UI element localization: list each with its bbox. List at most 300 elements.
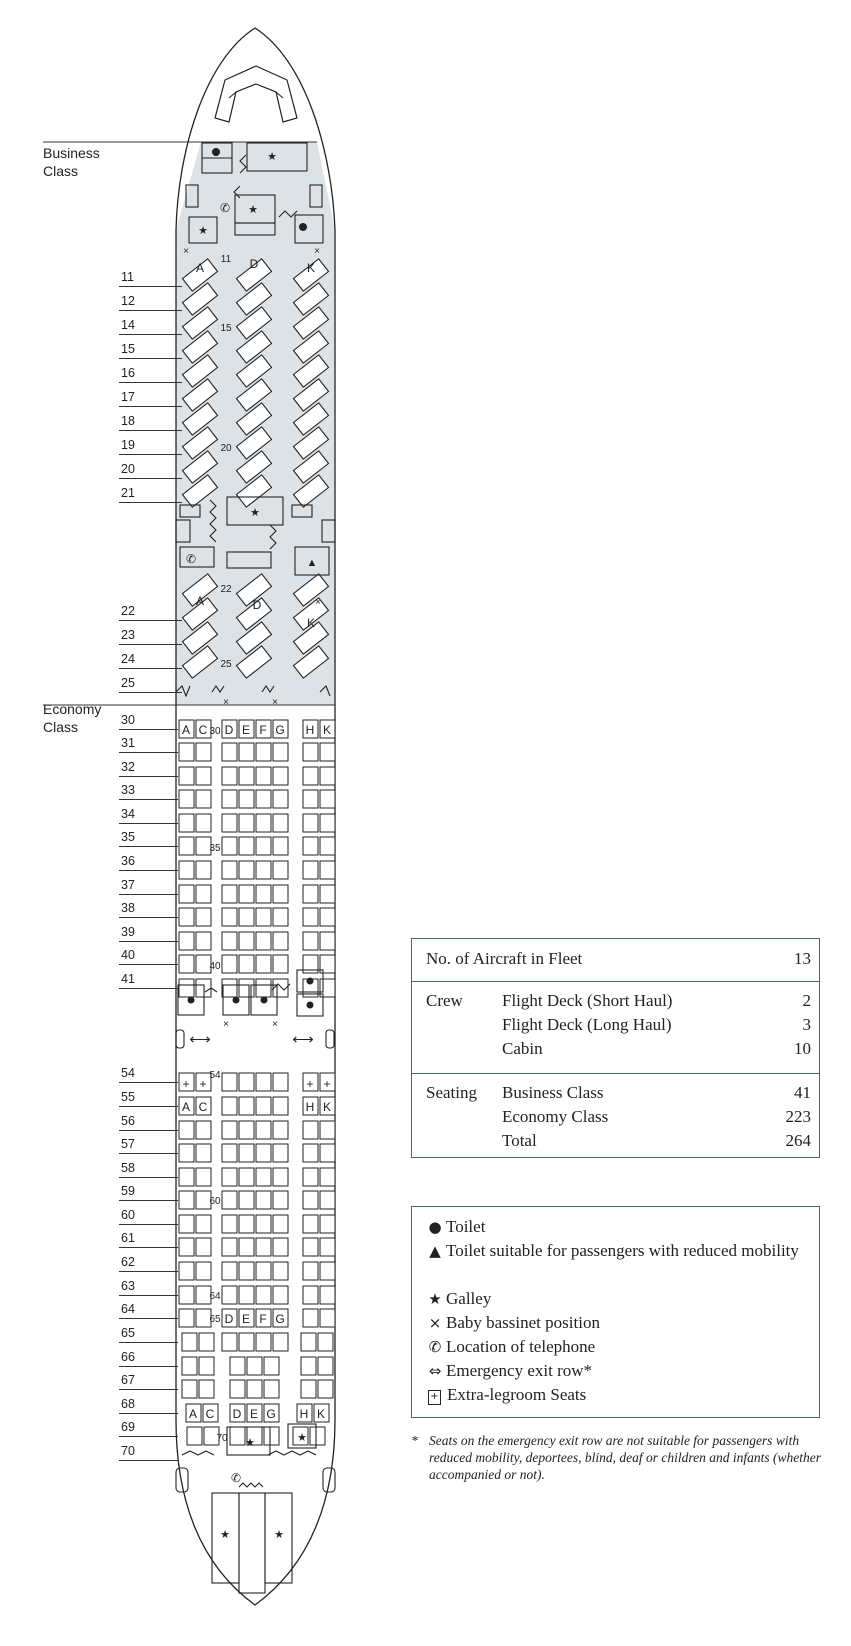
economy-seat[interactable] [273, 908, 288, 926]
legend-label: Toilet [446, 1217, 486, 1236]
exit-row-icon: ⟷ [189, 1031, 211, 1048]
row-number-label: 33 [121, 783, 135, 797]
economy-seat[interactable] [256, 790, 271, 808]
row-number-label: 18 [121, 414, 135, 428]
row-leader-line [119, 1082, 178, 1083]
seat-letter: K [306, 261, 316, 275]
row-number-label: 36 [121, 854, 135, 868]
economy-seat[interactable] [179, 1262, 194, 1280]
economy-seat[interactable] [179, 979, 194, 997]
economy-seat[interactable] [273, 1262, 288, 1280]
telephone-icon: ✆ [185, 552, 197, 566]
row-leader-line [119, 964, 178, 965]
row-number-label: 19 [121, 438, 135, 452]
economy-seat[interactable] [256, 1238, 271, 1256]
row-leader-line [119, 752, 178, 753]
economy-seat[interactable] [222, 743, 237, 761]
row-number-label: 55 [121, 1090, 135, 1104]
economy-seat[interactable] [273, 932, 288, 950]
economy-seat[interactable] [222, 1286, 237, 1304]
row-number-label: 24 [121, 652, 135, 666]
economy-seat[interactable] [301, 1333, 316, 1351]
row-leader-line [119, 1153, 178, 1154]
rear-facilities [176, 1424, 335, 1593]
economy-seat[interactable] [273, 790, 288, 808]
economy-seat[interactable] [256, 814, 271, 832]
economy-seat[interactable] [264, 1357, 279, 1375]
row-number-label: 34 [121, 807, 135, 821]
seat-letter: K [322, 1100, 332, 1114]
economy-seat[interactable] [222, 1215, 237, 1233]
legend-label: Baby bassinet position [446, 1313, 600, 1332]
row-leader-line [119, 358, 182, 359]
economy-seat[interactable] [256, 1286, 271, 1304]
economy-seat[interactable] [196, 743, 211, 761]
row-number-label: 22 [121, 604, 135, 618]
row-number-label: 37 [121, 878, 135, 892]
row-number-label: 68 [121, 1397, 135, 1411]
seat-letter: A [181, 723, 191, 737]
row-leader-line [119, 988, 178, 989]
seat-letter: A [188, 1407, 198, 1421]
economy-seat[interactable] [303, 1238, 318, 1256]
economy-seat[interactable] [239, 1073, 254, 1091]
row-leader-line [119, 870, 178, 871]
economy-seat[interactable] [222, 861, 237, 879]
row-marker: 15 [220, 323, 232, 334]
economy-seat[interactable] [273, 1073, 288, 1091]
economy-seat[interactable] [179, 1286, 194, 1304]
economy-seat[interactable] [182, 1380, 197, 1398]
economy-seat[interactable] [239, 932, 254, 950]
economy-seat[interactable] [239, 955, 254, 973]
economy-seat[interactable] [264, 1427, 279, 1445]
row-marker: 54 [209, 1070, 221, 1081]
economy-seat[interactable] [222, 908, 237, 926]
economy-seat[interactable] [310, 1427, 325, 1445]
seat-letter: G [275, 723, 285, 737]
seat-letter: H [305, 1100, 315, 1114]
economy-seat[interactable] [196, 1121, 211, 1139]
economy-seat[interactable] [230, 1427, 245, 1445]
economy-seat[interactable] [303, 837, 318, 855]
row-number-label: 56 [121, 1114, 135, 1128]
economy-seat[interactable] [273, 1238, 288, 1256]
economy-seat[interactable] [256, 932, 271, 950]
seat-letter: C [198, 723, 208, 737]
economy-seat[interactable] [239, 1215, 254, 1233]
economy-seat[interactable] [222, 979, 237, 997]
economy-seat[interactable] [239, 908, 254, 926]
extra-legroom-icon: + [199, 1077, 207, 1091]
economy-seat[interactable] [179, 861, 194, 879]
economy-seat[interactable] [239, 1144, 254, 1162]
economy-seat[interactable] [303, 1215, 318, 1233]
economy-seat[interactable] [239, 1097, 254, 1115]
economy-seat[interactable] [239, 1286, 254, 1304]
row-leader-line [119, 1318, 178, 1319]
seat-letter: K [316, 1407, 326, 1421]
seating-title: Seating [426, 1083, 477, 1102]
row-marker: 40 [209, 961, 221, 972]
row-number-label: 30 [121, 713, 135, 727]
legend-item [424, 1287, 814, 1311]
seat-letter: H [305, 723, 315, 737]
economy-seat[interactable] [222, 885, 237, 903]
economy-seat[interactable] [179, 1144, 194, 1162]
economy-seat[interactable] [222, 1121, 237, 1139]
telephone-icon: ✆ [230, 1471, 242, 1485]
economy-seat[interactable] [239, 814, 254, 832]
economy-seat[interactable] [303, 790, 318, 808]
seat-letter: E [249, 1407, 259, 1421]
economy-seat[interactable] [196, 790, 211, 808]
economy-seat[interactable] [199, 1333, 214, 1351]
economy-seat[interactable] [196, 1238, 211, 1256]
galley-icon: ★ [428, 1290, 442, 1308]
row-leader-line [119, 799, 178, 800]
economy-seat[interactable] [179, 932, 194, 950]
seat-letter: D [232, 1407, 242, 1421]
economy-seat[interactable] [196, 908, 211, 926]
row-marker: 22 [220, 584, 232, 595]
economy-seat[interactable] [320, 908, 335, 926]
economy-seat[interactable] [256, 743, 271, 761]
fleet-stat-value: 10 [794, 1039, 811, 1058]
economy-seat[interactable] [239, 790, 254, 808]
row-number-label: 69 [121, 1420, 135, 1434]
economy-seat[interactable] [239, 837, 254, 855]
economy-seat[interactable] [273, 767, 288, 785]
economy-seat[interactable] [303, 743, 318, 761]
economy-seat[interactable] [256, 1262, 271, 1280]
legend-label: Emergency exit row* [446, 1361, 593, 1380]
economy-seat[interactable] [196, 1168, 211, 1186]
economy-seat[interactable] [320, 1262, 335, 1280]
toilet-icon: ● [428, 1218, 442, 1236]
economy-seat[interactable] [179, 1121, 194, 1139]
economy-seat[interactable] [222, 1144, 237, 1162]
row-number-label: 64 [121, 1302, 135, 1316]
economy-seat[interactable] [239, 1333, 254, 1351]
economy-seat[interactable] [179, 1215, 194, 1233]
row-number-label: 35 [121, 830, 135, 844]
economy-seat[interactable] [273, 743, 288, 761]
economy-seat[interactable] [320, 861, 335, 879]
row-leader-line [119, 729, 178, 730]
economy-seat[interactable] [256, 767, 271, 785]
seat-letter: H [299, 1407, 309, 1421]
bassinet-icon: × [428, 1314, 442, 1332]
economy-seat[interactable] [199, 1357, 214, 1375]
economy-seat[interactable] [222, 767, 237, 785]
seat-letter: F [259, 1312, 267, 1326]
economy-seat[interactable] [320, 743, 335, 761]
seat-letter: A [195, 594, 205, 608]
row-marker: 11 [220, 254, 232, 265]
economy-seat[interactable] [256, 1191, 271, 1209]
economy-seat[interactable] [303, 1168, 318, 1186]
economy-seat[interactable] [256, 1121, 271, 1139]
economy-seat[interactable] [256, 955, 271, 973]
economy-seat[interactable] [303, 814, 318, 832]
economy-seat[interactable] [239, 767, 254, 785]
row-number-label: 67 [121, 1373, 135, 1387]
economy-seat[interactable] [179, 885, 194, 903]
row-marker: 64 [209, 1291, 221, 1302]
galley-icon: ★ [267, 151, 277, 163]
seat-letter: C [205, 1407, 215, 1421]
economy-seat[interactable] [187, 1427, 202, 1445]
economy-seat[interactable] [320, 790, 335, 808]
legend-label: Toilet suitable for passengers with reduced mobility [446, 1241, 799, 1260]
business-class-label: Business Class [43, 145, 100, 179]
seat-letter: A [195, 261, 205, 275]
economy-seat[interactable] [222, 1333, 237, 1351]
economy-seat[interactable] [303, 1121, 318, 1139]
economy-seat[interactable] [196, 932, 211, 950]
bassinet-icon: × [272, 697, 278, 708]
economy-seat[interactable] [179, 767, 194, 785]
economy-seat[interactable] [273, 814, 288, 832]
economy-seat[interactable] [273, 955, 288, 973]
row-leader-line [119, 692, 182, 693]
economy-seat[interactable] [273, 1286, 288, 1304]
economy-seat[interactable] [320, 767, 335, 785]
economy-seat[interactable] [196, 814, 211, 832]
row-marker: 35 [209, 843, 221, 854]
economy-seat[interactable] [239, 1168, 254, 1186]
extra-legroom-icon: + [182, 1077, 190, 1091]
economy-seat[interactable] [222, 1191, 237, 1209]
fleet-stat-value: 264 [785, 1131, 811, 1150]
economy-seat[interactable] [256, 908, 271, 926]
economy-seat[interactable] [318, 1333, 333, 1351]
economy-seat[interactable] [222, 955, 237, 973]
galley-icon: ★ [198, 225, 208, 237]
economy-seat[interactable] [273, 837, 288, 855]
economy-seat[interactable] [256, 861, 271, 879]
economy-seat[interactable] [247, 1357, 262, 1375]
economy-seat[interactable] [239, 1262, 254, 1280]
seat-letter: K [306, 616, 316, 630]
extra-legroom-icon: + [428, 1390, 441, 1405]
economy-seat[interactable] [182, 1357, 197, 1375]
row-number-label: 11 [121, 270, 134, 284]
economy-seat[interactable] [303, 908, 318, 926]
economy-seat[interactable] [273, 1168, 288, 1186]
economy-seat[interactable] [320, 1286, 335, 1304]
extra-legroom-icon: + [306, 1077, 314, 1091]
economy-seat[interactable] [303, 767, 318, 785]
fleet-stat-value: 2 [802, 991, 811, 1010]
economy-seat[interactable] [256, 979, 271, 997]
economy-seat[interactable] [222, 1073, 237, 1091]
row-leader-line [119, 894, 178, 895]
row-leader-line [119, 382, 182, 383]
economy-seat[interactable] [256, 1168, 271, 1186]
economy-seat[interactable] [179, 1238, 194, 1256]
economy-seat[interactable] [196, 1144, 211, 1162]
economy-seat[interactable] [247, 1380, 262, 1398]
economy-seat[interactable] [320, 1191, 335, 1209]
economy-seat[interactable] [179, 955, 194, 973]
row-leader-line [119, 846, 178, 847]
row-marker: 20 [220, 443, 232, 454]
economy-seat[interactable] [239, 1121, 254, 1139]
economy-seat[interactable] [179, 1191, 194, 1209]
economy-seat[interactable] [303, 885, 318, 903]
row-number-label: 21 [121, 486, 135, 500]
economy-seat[interactable] [230, 1357, 245, 1375]
row-number-label: 57 [121, 1137, 135, 1151]
economy-seat[interactable] [179, 743, 194, 761]
economy-seat[interactable] [179, 908, 194, 926]
galley-icon: ★ [245, 1437, 255, 1449]
economy-seat[interactable] [303, 1144, 318, 1162]
seat-letter: D [252, 598, 262, 612]
economy-seat[interactable] [273, 1144, 288, 1162]
economy-seat[interactable] [230, 1380, 245, 1398]
seat-letter: E [241, 723, 251, 737]
economy-seat[interactable] [303, 1286, 318, 1304]
economy-seat[interactable] [273, 1097, 288, 1115]
economy-seat[interactable] [320, 1121, 335, 1139]
cockpit-window [215, 66, 297, 122]
economy-seat[interactable] [239, 861, 254, 879]
row-leader-line [119, 1130, 178, 1131]
economy-seat[interactable] [179, 790, 194, 808]
seat-letter: F [259, 723, 267, 737]
economy-seat[interactable] [273, 1121, 288, 1139]
economy-seat[interactable] [239, 885, 254, 903]
legend-item [424, 1311, 814, 1335]
economy-seat[interactable] [222, 932, 237, 950]
row-leader-line [119, 620, 182, 621]
row-leader-line [119, 776, 178, 777]
galley-icon: ★ [220, 1529, 230, 1541]
economy-seat[interactable] [222, 1168, 237, 1186]
row-number-label: 15 [121, 342, 135, 356]
row-leader-line [119, 502, 182, 503]
economy-seat[interactable] [303, 861, 318, 879]
economy-seat[interactable] [179, 814, 194, 832]
row-number-label: 40 [121, 948, 135, 962]
fleet-stat-label: Flight Deck (Short Haul) [502, 991, 673, 1010]
economy-seat[interactable] [196, 767, 211, 785]
economy-seat[interactable] [273, 885, 288, 903]
economy-seat[interactable] [273, 1215, 288, 1233]
economy-seat[interactable] [303, 1262, 318, 1280]
economy-seat[interactable] [239, 979, 254, 997]
extra-legroom-icon: + [323, 1077, 331, 1091]
economy-seat[interactable] [222, 1262, 237, 1280]
economy-seat[interactable] [320, 1309, 335, 1327]
row-marker: 30 [209, 726, 221, 737]
economy-seat[interactable] [222, 1097, 237, 1115]
fleet-divider [412, 981, 819, 982]
economy-seat[interactable] [222, 837, 237, 855]
economy-seat[interactable] [196, 1262, 211, 1280]
economy-seat[interactable] [303, 932, 318, 950]
galley-icon: ★ [250, 507, 260, 519]
economy-seat[interactable] [256, 1215, 271, 1233]
economy-seat[interactable] [196, 861, 211, 879]
economy-seat[interactable] [239, 1191, 254, 1209]
row-leader-line [119, 1389, 178, 1390]
economy-seat[interactable] [320, 1215, 335, 1233]
economy-seat[interactable] [320, 932, 335, 950]
seat-letter: E [241, 1312, 251, 1326]
economy-seat[interactable] [199, 1380, 214, 1398]
legend-panel [411, 1206, 820, 1418]
economy-seat[interactable] [320, 1238, 335, 1256]
economy-seat[interactable] [320, 837, 335, 855]
economy-seat[interactable] [182, 1333, 197, 1351]
economy-seat[interactable] [320, 885, 335, 903]
economy-seat[interactable] [222, 814, 237, 832]
economy-seat[interactable] [320, 814, 335, 832]
economy-seat[interactable] [256, 1073, 271, 1091]
economy-seat[interactable] [196, 885, 211, 903]
economy-seat[interactable] [239, 1238, 254, 1256]
row-number-label: 65 [121, 1326, 135, 1340]
row-leader-line [119, 1295, 178, 1296]
economy-seat[interactable] [256, 837, 271, 855]
fleet-info-panel: No. of Aircraft in Fleet 13 Crew Flight Deck (Short Haul) 2 Flight Deck (Long Haul) 3 Cabin 10 Seating Business Class 41 Economy Class 223 Total 264 [411, 938, 820, 1158]
economy-seat[interactable] [273, 861, 288, 879]
economy-seat[interactable] [256, 1097, 271, 1115]
economy-seat[interactable] [256, 1144, 271, 1162]
economy-seat[interactable] [301, 1357, 316, 1375]
economy-class-label: Economy Class [43, 701, 102, 735]
row-number-label: 12 [121, 294, 135, 308]
fleet-stat-value: 41 [794, 1083, 811, 1102]
row-marker: 65 [209, 1314, 221, 1325]
economy-seat[interactable] [239, 743, 254, 761]
economy-seat[interactable] [301, 1380, 316, 1398]
economy-seat[interactable] [179, 837, 194, 855]
row-leader-line [119, 1224, 178, 1225]
bassinet-icon: × [183, 246, 189, 257]
fleet-stat-label: Economy Class [502, 1107, 609, 1126]
economy-seat[interactable] [318, 1380, 333, 1398]
row-number-label: 63 [121, 1279, 135, 1293]
seat-letter: A [181, 1100, 191, 1114]
economy-seat[interactable] [256, 885, 271, 903]
economy-seat[interactable] [303, 1309, 318, 1327]
economy-seat[interactable] [273, 1191, 288, 1209]
telephone-icon: ✆ [428, 1338, 442, 1356]
row-number-label: 54 [121, 1066, 135, 1080]
economy-seat[interactable] [264, 1380, 279, 1398]
economy-seat[interactable] [222, 1238, 237, 1256]
row-leader-line [119, 1460, 178, 1461]
economy-seat[interactable] [179, 1309, 194, 1327]
seat-letter: G [266, 1407, 276, 1421]
economy-seat[interactable] [320, 1144, 335, 1162]
economy-seat[interactable] [273, 1333, 288, 1351]
economy-seat[interactable] [320, 1168, 335, 1186]
economy-seat[interactable] [196, 1215, 211, 1233]
legend-item [424, 1335, 814, 1359]
legend-item [424, 1215, 814, 1239]
economy-seat[interactable] [256, 1333, 271, 1351]
economy-seat[interactable] [179, 1168, 194, 1186]
economy-seat[interactable] [222, 790, 237, 808]
economy-seat[interactable] [303, 1191, 318, 1209]
economy-seat[interactable] [318, 1357, 333, 1375]
